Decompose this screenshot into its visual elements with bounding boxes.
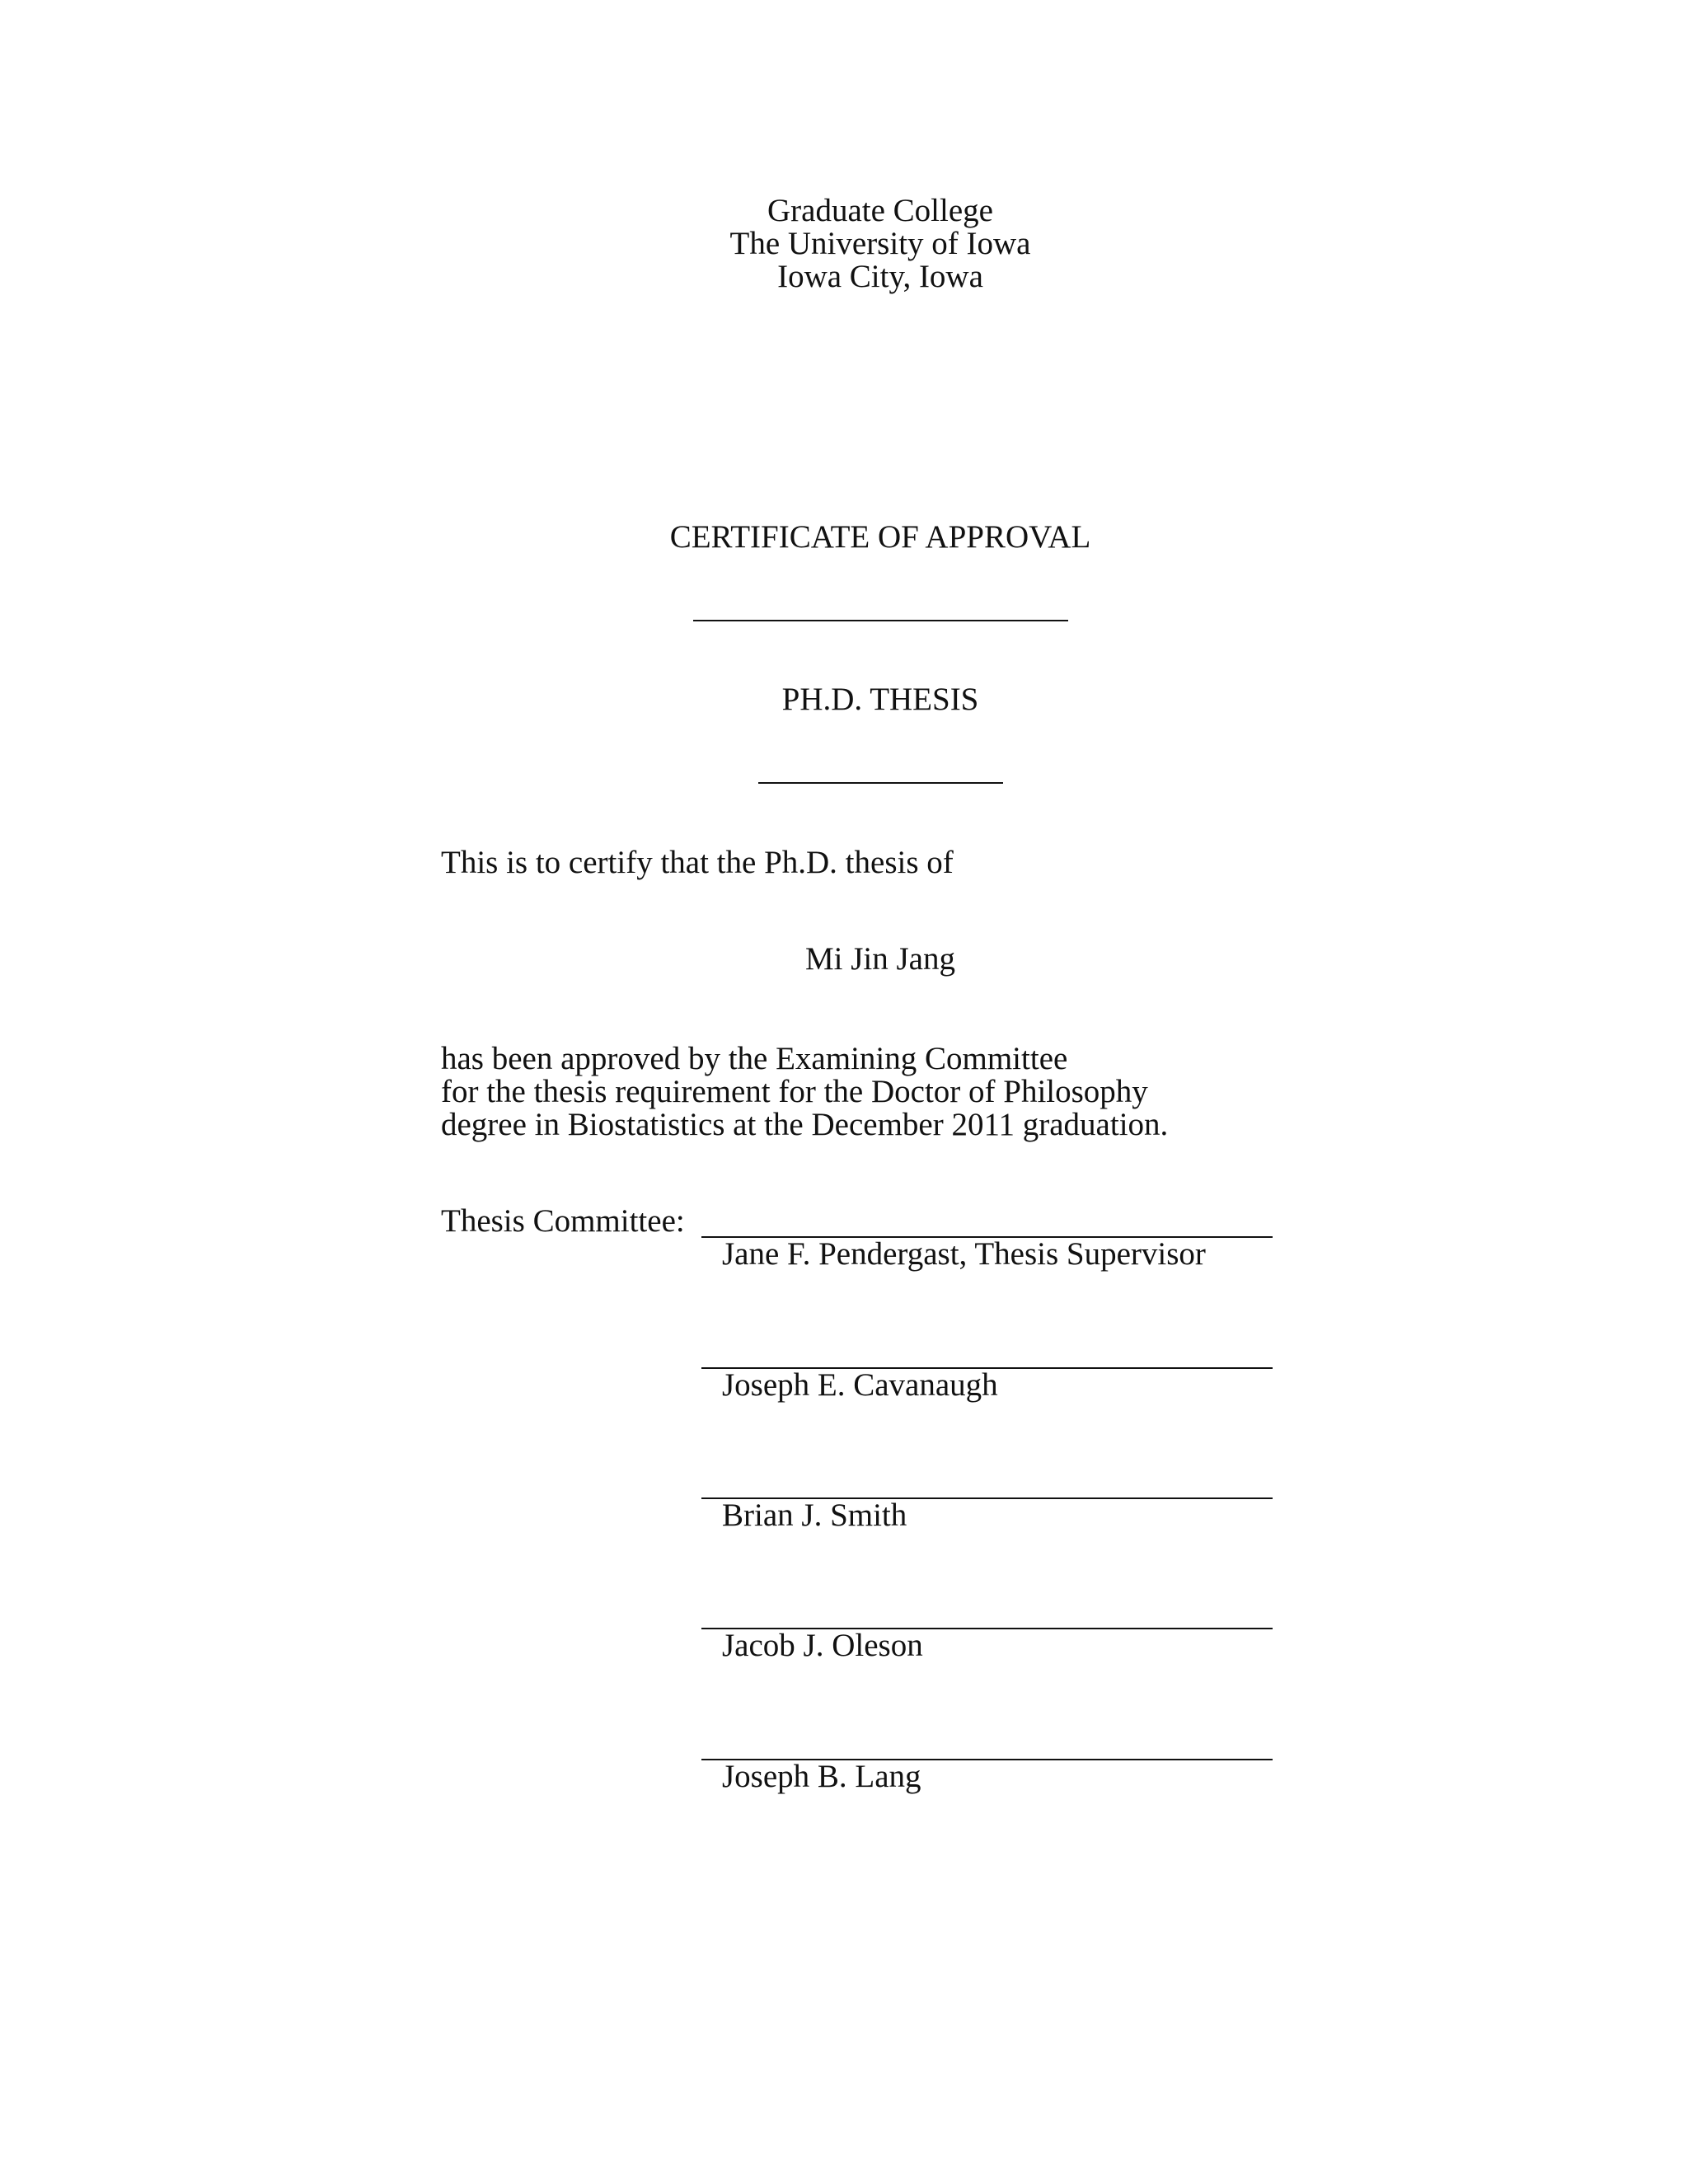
committee-member-name: Jacob J. Oleson xyxy=(722,1628,923,1663)
committee-member-name: Joseph E. Cavanaugh xyxy=(722,1367,998,1403)
committee-member-name: Brian J. Smith xyxy=(722,1497,907,1533)
committee-member-name: Jane F. Pendergast, Thesis Supervisor xyxy=(722,1236,1206,1272)
header-college: Graduate College xyxy=(767,193,993,228)
approval-line-1: has been approved by the Examining Committee xyxy=(441,1041,1068,1076)
thesis-type-divider xyxy=(758,782,1003,784)
certify-intro: This is to certify that the Ph.D. thesis of xyxy=(441,845,954,880)
thesis-type: PH.D. THESIS xyxy=(781,682,979,717)
header-city: Iowa City, Iowa xyxy=(777,259,983,294)
certificate-title: CERTIFICATE OF APPROVAL xyxy=(669,519,1091,555)
approval-line-2: for the thesis requirement for the Doctor of Philosophy xyxy=(441,1074,1148,1109)
header-university: The University of Iowa xyxy=(729,226,1031,261)
title-divider xyxy=(693,620,1068,621)
committee-member-name: Joseph B. Lang xyxy=(722,1759,921,1794)
candidate-name: Mi Jin Jang xyxy=(804,941,955,977)
approval-line-3: degree in Biostatistics at the December 2011 graduation. xyxy=(441,1107,1169,1142)
committee-label: Thesis Committee: xyxy=(441,1203,685,1239)
